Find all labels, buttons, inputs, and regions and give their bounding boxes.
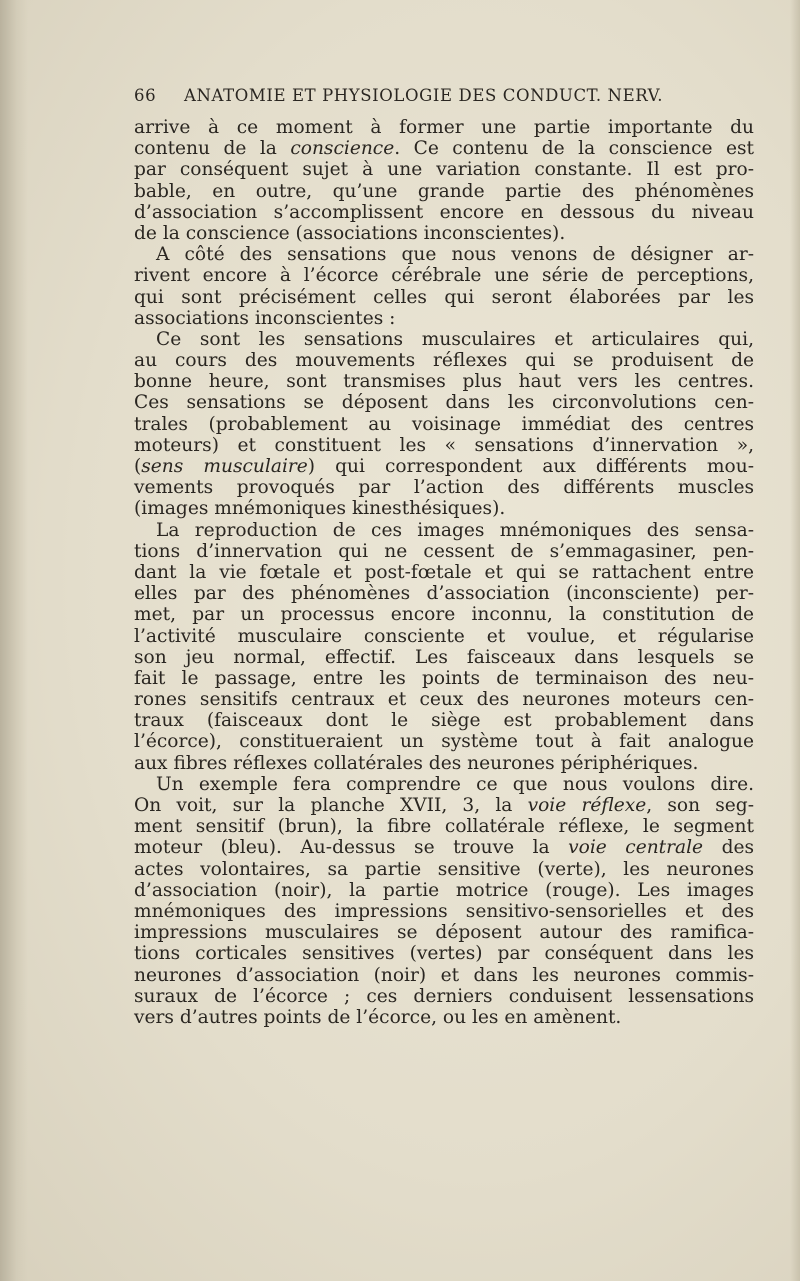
text-line: neurones d’association (noir) et dans les neurones commis- <box>134 964 754 986</box>
text-line: bonne heure, sont transmises plus haut vers les centres. <box>134 371 754 393</box>
running-header <box>134 86 696 105</box>
text-line: A côté des sensations que nous venons de désigner ar- <box>156 244 754 266</box>
text-line <box>134 837 754 858</box>
text-line: trales (probablement au voisinage immédiat des centres <box>134 413 754 435</box>
text-line: elles par des phénomènes d’association (inconsciente) per- <box>134 583 754 605</box>
text-line: tions d’innervation qui ne cessent de s’emmagasiner, pen- <box>134 540 754 562</box>
page-left-edge-shadow <box>0 0 28 1281</box>
text-line: d’association (noir), la partie motrice (rouge). Les images <box>134 879 754 901</box>
text-segment: contenu de la <box>134 138 291 160</box>
text-line: rivent encore à l’écorce cérébrale une série de perceptions, <box>134 265 754 287</box>
text-segment: , son seg- <box>646 795 754 816</box>
text-line: La reproduction de ces images mnémoniques des sensa- <box>156 519 754 541</box>
text-line: tions corticales sensitives (vertes) par conséquent dans les <box>134 943 754 965</box>
text-line: son jeu normal, effectif. Les faisceaux dans lesquels se <box>134 646 754 668</box>
text-line: bable, en outre, qu’une grande partie des phénomènes <box>134 180 754 202</box>
body-text <box>134 117 754 1028</box>
italic-term: voie réflexe <box>527 795 647 816</box>
text-line <box>134 138 754 159</box>
page-number: 66 <box>134 86 157 105</box>
text-segment: On voit, sur la planche XVII, 3, la <box>134 795 528 816</box>
text-line: rones sensitifs centraux et ceux des neurones moteurs cen- <box>134 689 754 711</box>
text-line: mnémoniques des impressions sensitivo-sensorielles et des <box>134 900 754 922</box>
page-right-edge-shadow <box>790 0 800 1281</box>
text-segment: des <box>703 837 755 859</box>
italic-term: conscience <box>290 138 395 160</box>
text-line: arrive à ce moment à former une partie importante du <box>134 117 754 138</box>
text-line: de la conscience (associations inconscientes). <box>134 222 566 244</box>
text-segment: . Ce contenu de la conscience est <box>394 138 754 160</box>
text-line: l’écorce), constitueraient un système tout à fait analogue <box>134 731 754 753</box>
text-line: l’activité musculaire consciente et voulue, et régularise <box>134 625 754 647</box>
text-line: associations inconscientes : <box>134 307 396 329</box>
text-line: vers d’autres points de l’écorce, ou les en amènent. <box>134 1006 622 1028</box>
text-line: fait le passage, entre les points de terminaison des neu- <box>134 667 754 689</box>
text-line: met, par un processus encore inconnu, la constitution de <box>134 604 754 626</box>
text-line: vements provoqués par l’action des différents muscles <box>134 477 754 499</box>
text-line: Ces sensations se déposent dans les circonvolutions cen- <box>134 392 754 414</box>
running-title: ANATOMIE ET PHYSIOLOGIE DES CONDUCT. NERV. <box>184 86 664 105</box>
text-line: (images mnémoniques kinesthésiques). <box>134 498 506 520</box>
text-line: aux fibres réflexes collatérales des neurones périphériques. <box>134 752 699 774</box>
text-line <box>134 456 754 477</box>
text-line: suraux de l’écorce ; ces derniers conduisent lessensations <box>134 985 754 1007</box>
text-line: d’association s’accomplissent encore en dessous du niveau <box>134 201 754 223</box>
text-segment: moteur (bleu). Au-dessus se trouve la <box>134 837 569 859</box>
text-line: Un exemple fera comprendre ce que nous voulons dire. <box>156 773 754 795</box>
text-line: traux (faisceaux dont le siège est probablement dans <box>134 710 754 732</box>
text-line: qui sont précisément celles qui seront élaborées par les <box>134 286 754 308</box>
italic-term: sens musculaire <box>141 456 308 477</box>
text-line: ment sensitif (brun), la fibre collatérale réflexe, le segment <box>134 816 754 838</box>
text-line: au cours des mouvements réflexes qui se produisent de <box>134 350 754 372</box>
text-line <box>134 795 754 816</box>
text-line: actes volontaires, sa partie sensitive (verte), les neurones <box>134 858 754 880</box>
text-line: Ce sont les sensations musculaires et articulaires qui, <box>156 328 754 350</box>
text-segment: ( <box>134 456 142 477</box>
text-line: par conséquent sujet à une variation constante. Il est pro- <box>134 159 754 181</box>
italic-term: voie centrale <box>568 837 704 859</box>
text-segment: ) qui correspondent aux différents mou- <box>307 456 754 477</box>
text-line: dant la vie fœtale et post-fœtale et qui se rattachent entre <box>134 561 754 583</box>
text-line: moteurs) et constituent les « sensations d’innervation », <box>134 434 754 456</box>
text-line: impressions musculaires se déposent autour des ramifica- <box>134 922 754 944</box>
